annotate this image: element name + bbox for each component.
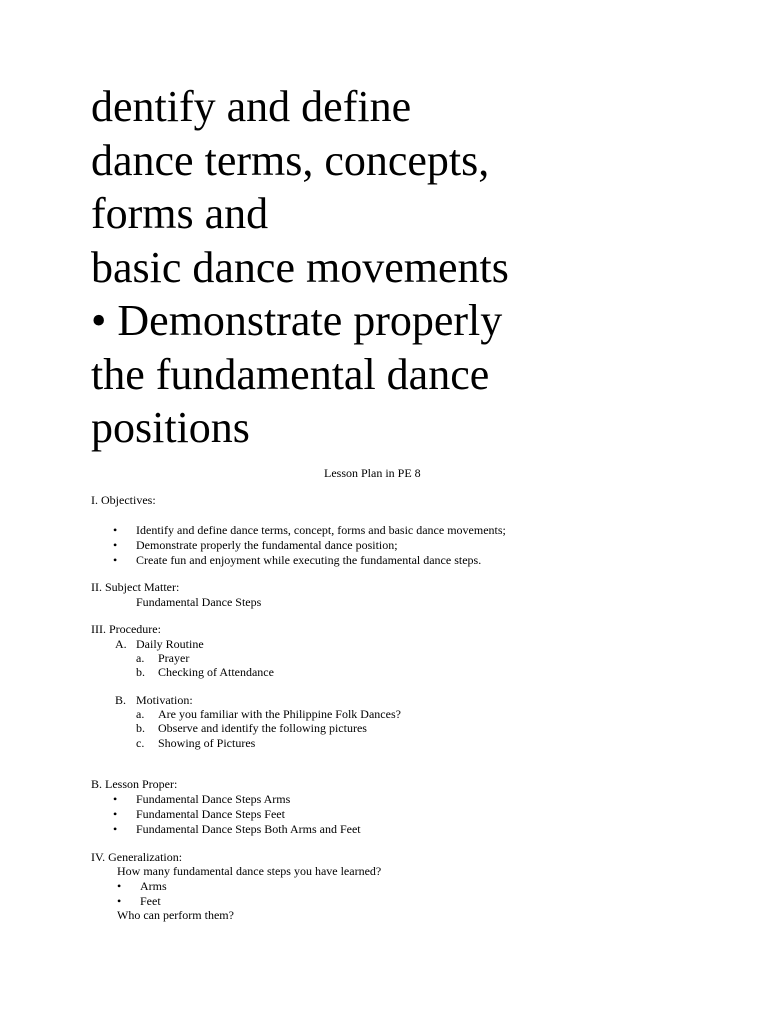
heading-line-2: dance terms, concepts,: [91, 135, 490, 185]
heading-line-7: positions: [91, 403, 250, 452]
objectives-heading: I. Objectives:: [91, 493, 156, 507]
heading-line-5: • Demonstrate properly: [91, 296, 503, 345]
doc-title: Lesson Plan in PE 8: [324, 466, 421, 480]
subject-matter-text: Fundamental Dance Steps: [136, 595, 262, 609]
list-item: Showing of Pictures: [158, 736, 256, 750]
heading-line-3: forms and: [91, 189, 269, 238]
procedure-b-label: Motivation:: [136, 693, 193, 707]
overlay-heading: [91, 80, 751, 455]
lesson-proper-item: • Fundamental Dance Steps Feet: [136, 807, 285, 822]
generalization-item: • Feet: [140, 894, 161, 909]
lesson-proper-item: • Fundamental Dance Steps Arms: [136, 792, 290, 807]
list-marker: c.: [136, 736, 145, 750]
list-item: Observe and identify the following pictures: [158, 721, 367, 735]
generalization-item: • Arms: [140, 879, 167, 894]
procedure-a-label: Daily Routine: [136, 637, 204, 651]
heading-line-1: dentify and define: [91, 82, 412, 131]
lesson-proper-item: • Fundamental Dance Steps Both Arms and Feet: [136, 822, 361, 837]
procedure-b-marker: B.: [115, 693, 127, 707]
list-item: Are you familiar with the Philippine Folk Dances?: [158, 707, 401, 721]
list-marker: a.: [136, 651, 145, 665]
generalization-heading: IV. Generalization:: [91, 850, 183, 864]
procedure-a-marker: A.: [115, 637, 127, 651]
list-marker: b.: [136, 665, 145, 679]
list-marker: b.: [136, 721, 145, 735]
procedure-heading: III. Procedure:: [91, 622, 161, 636]
objective-item: • Create fun and enjoyment while executing the fundamental dance steps.: [136, 553, 481, 568]
generalization-followup: Who can perform them?: [117, 908, 234, 922]
objective-item: • Demonstrate properly the fundamental dance position;: [136, 538, 398, 553]
heading-line-6: the fundamental dance: [91, 349, 490, 399]
subject-matter-heading: II. Subject Matter:: [91, 580, 180, 594]
generalization-question: How many fundamental dance steps you have learned?: [117, 864, 382, 878]
list-marker: a.: [136, 707, 145, 721]
heading-line-4: basic dance movements: [91, 242, 509, 292]
lesson-proper-heading: B. Lesson Proper:: [91, 777, 178, 791]
list-item: Prayer: [158, 651, 190, 665]
list-item: Checking of Attendance: [158, 665, 274, 679]
objective-item: • Identify and define dance terms, concept, forms and basic dance movements;: [136, 523, 506, 538]
